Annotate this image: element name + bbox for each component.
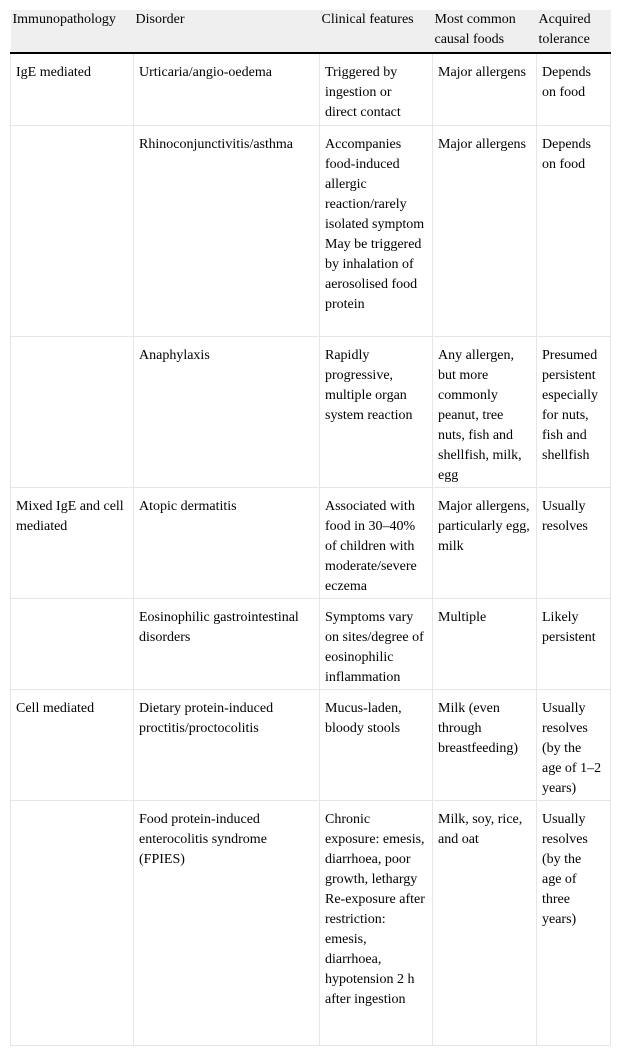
cell-causal-foods: Any allergen, but more commonly peanut, tree nuts, fish and shellfish, milk, egg [433,337,537,488]
cell-causal-foods: Major allergens [433,126,537,337]
cell-causal-foods: Multiple [433,599,537,690]
cell-acquired-tolerance: Usually resolves (by the age of three years) [537,801,611,1046]
table-row [11,126,611,337]
header-disorder: Disorder [134,10,320,53]
cell-acquired-tolerance: Depends on food [537,126,611,337]
cell-immunopathology [11,599,134,690]
cell-disorder: Food protein-induced enterocolitis syndrome (FPIES) [134,801,320,1046]
cell-acquired-tolerance: Likely persistent [537,599,611,690]
table-row [11,690,611,801]
cell-acquired-tolerance: Usually resolves [537,488,611,599]
cell-immunopathology [11,126,134,337]
table-row [11,599,611,690]
cell-acquired-tolerance: Usually resolves (by the age of 1–2 years) [537,690,611,801]
header-acquired-tolerance: Acquired tolerance [537,10,611,53]
table-row [11,801,611,1046]
cell-clinical-features: Chronic exposure: emesis, diarrhoea, poor growth, lethargy Re-exposure after restriction: emesis, diarrhoea, hypotension 2 h after ingestion [320,801,433,1046]
cell-immunopathology: Cell mediated [11,690,134,801]
cell-acquired-tolerance: Depends on food [537,53,611,126]
cell-clinical-features: Mucus-laden, bloody stools [320,690,433,801]
cell-disorder: Dietary protein-induced proctitis/proctocolitis [134,690,320,801]
cell-immunopathology: IgE mediated [11,53,134,126]
cell-disorder: Atopic dermatitis [134,488,320,599]
table-row [11,53,611,126]
table-row [11,488,611,599]
cell-clinical-features: Triggered by ingestion or direct contact [320,53,433,126]
cell-immunopathology [11,801,134,1046]
cell-acquired-tolerance: Presumed persistent especially for nuts, fish and shellfish [537,337,611,488]
cell-disorder: Urticaria/angio-oedema [134,53,320,126]
cell-clinical-features: Symptoms vary on sites/degree of eosinophilic inflammation [320,599,433,690]
cell-causal-foods: Major allergens [433,53,537,126]
header-immunopathology: Immunopathology [11,10,134,53]
header-row [11,10,611,53]
cell-clinical-features: Accompanies food-induced allergic reaction/rarely isolated symptom May be triggered by inhalation of aerosolised food protein [320,126,433,337]
header-clinical-features: Clinical features [320,10,433,53]
cell-immunopathology: Mixed IgE and cell mediated [11,488,134,599]
header-causal-foods: Most common causal foods [433,10,537,53]
cell-causal-foods: Milk (even through breastfeeding) [433,690,537,801]
cell-disorder: Rhinoconjunctivitis/asthma [134,126,320,337]
cell-disorder: Anaphylaxis [134,337,320,488]
food-allergy-table [10,10,611,1046]
cell-clinical-features: Rapidly progressive, multiple organ system reaction [320,337,433,488]
cell-clinical-features: Associated with food in 30–40% of children with moderate/severe eczema [320,488,433,599]
table-row [11,337,611,488]
cell-disorder: Eosinophilic gastrointestinal disorders [134,599,320,690]
cell-causal-foods: Milk, soy, rice, and oat [433,801,537,1046]
cell-causal-foods: Major allergens, particularly egg, milk [433,488,537,599]
cell-immunopathology [11,337,134,488]
